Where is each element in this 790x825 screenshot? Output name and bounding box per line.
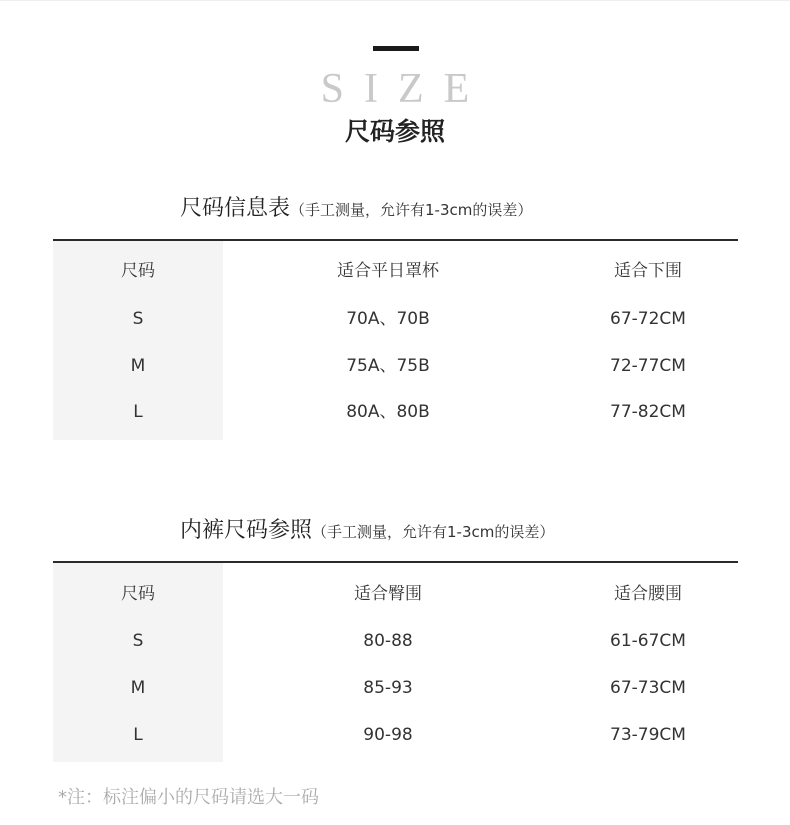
bra-table-title-text: 尺码信息表 [180, 196, 291, 221]
bra-cell-cup: 70A、70B [346, 309, 430, 329]
bra-table-title [180, 194, 532, 225]
bra-header-size: 尺码 [121, 261, 155, 281]
table-row [0, 626, 790, 656]
brief-table-note: （手工测量，允许有1-3cm的误差） [312, 523, 555, 541]
bra-cell-size: S [132, 309, 144, 329]
table-row [0, 720, 790, 750]
top-divider [0, 0, 790, 1]
bra-cell-size: M [130, 356, 146, 376]
header-accent-bar [373, 46, 419, 51]
bra-cell-underbust: 77-82CM [610, 402, 686, 422]
brief-table-title-text: 内裤尺码参照 [180, 518, 313, 543]
brief-cell-size: S [132, 631, 144, 651]
footnote: *注：标注偏小的尺码请选大一码 [58, 787, 319, 808]
brief-cell-size: L [133, 725, 143, 745]
brief-cell-waist: 73-79CM [610, 725, 686, 745]
bra-table-header-row [0, 256, 790, 286]
bra-cell-cup: 80A、80B [346, 402, 430, 422]
brief-cell-size: M [130, 678, 146, 698]
size-heading: SIZE [320, 66, 490, 112]
brief-table-header-row [0, 579, 790, 609]
bra-cell-underbust: 72-77CM [610, 356, 686, 376]
page-title: 尺码参照 [344, 117, 445, 146]
brief-cell-hip: 90-98 [363, 725, 413, 745]
bra-cell-size: L [133, 402, 143, 422]
bra-cell-underbust: 67-72CM [610, 309, 686, 329]
table-row [0, 397, 790, 427]
bra-header-cup: 适合平日罩杯 [337, 261, 439, 281]
table-row [0, 673, 790, 703]
brief-header-size: 尺码 [121, 584, 155, 604]
bra-table-note: （手工测量，允许有1-3cm的误差） [290, 201, 533, 219]
brief-header-waist: 适合腰围 [614, 584, 682, 604]
bra-cell-cup: 75A、75B [346, 356, 430, 376]
brief-cell-hip: 85-93 [363, 678, 413, 698]
brief-header-hip: 适合臀围 [354, 584, 422, 604]
brief-cell-hip: 80-88 [363, 631, 413, 651]
brief-table-title [180, 516, 554, 547]
table-row [0, 304, 790, 334]
bra-header-underbust: 适合下围 [614, 261, 682, 281]
brief-cell-waist: 61-67CM [610, 631, 686, 651]
table-row [0, 351, 790, 381]
brief-cell-waist: 67-73CM [610, 678, 686, 698]
